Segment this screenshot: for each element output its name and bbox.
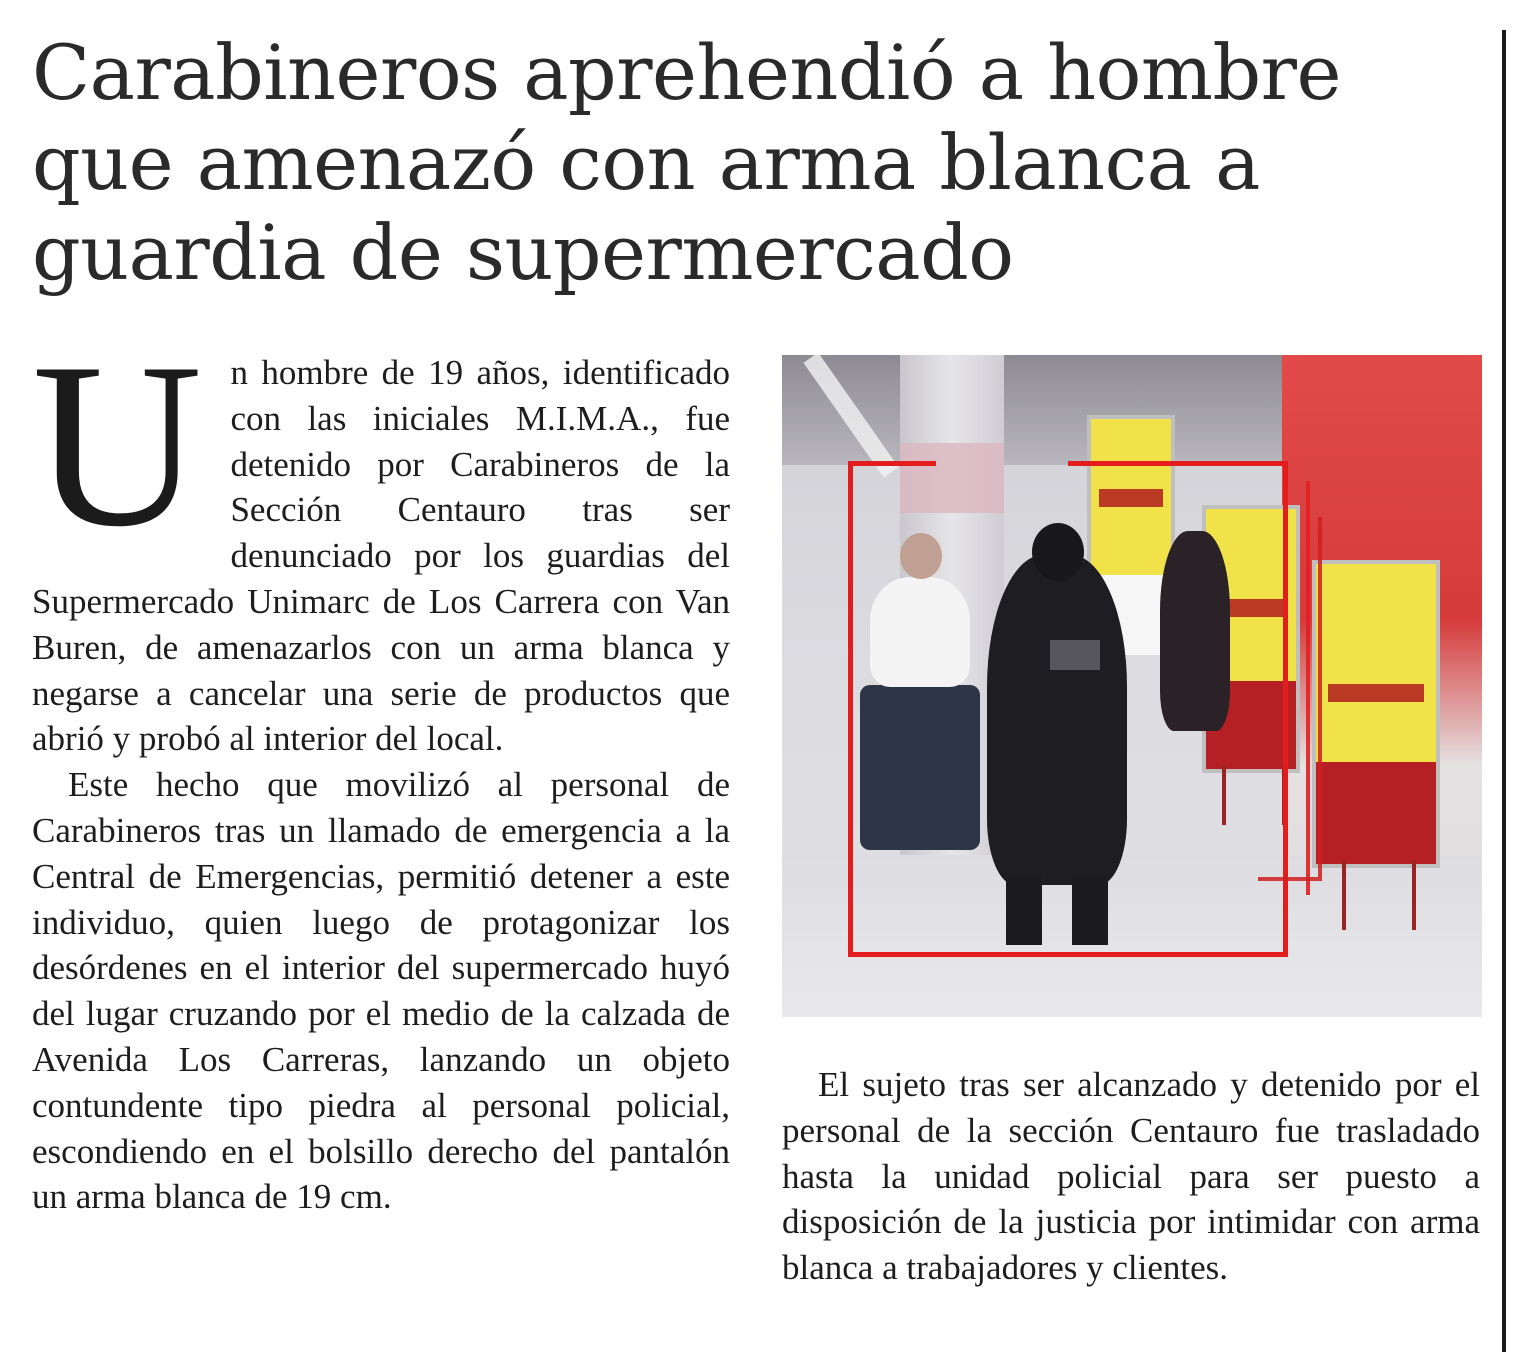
lead-paragraph bbox=[32, 315, 730, 762]
body-column-right bbox=[782, 1062, 1480, 1291]
promo-sign bbox=[1312, 560, 1440, 868]
lead-text: n hombre de 19 años, identificado con las iniciales M.I.M.A., fue detenido por Carabineros de la Sección Centauro tras ser denunciado por los guardias del Supermercado Unimarc de Los Carrera con Van Buren, de amenazarlos con un arma blanca y negarse a cancelar una serie de productos que abrió y probó al interior del local. bbox=[32, 353, 730, 759]
dropcap: U bbox=[32, 315, 203, 576]
column-divider bbox=[1502, 30, 1506, 1352]
headline: Carabineros aprehendió a hombre que amenazó con arma blanca a guardia de supermercado bbox=[32, 28, 1341, 297]
body-paragraph-2: Este hecho que movilizó al personal de Carabineros tras un llamado de emergencia a la Central de Emergencias, permitió detener a este individuo, quien luego de protagonizar los desórdenes en el interior del supermercado huyó del lugar cruzando por el medio de la calzada de Avenida Los Carreras, lanzando un objeto contundente tipo piedra al personal policial, escondiendo en el bolsillo derecho del pantalón un arma blanca de 19 cm. bbox=[32, 765, 730, 1217]
highlight-box-edge bbox=[1258, 517, 1322, 881]
body-column-left bbox=[32, 315, 730, 1220]
security-camera-photo bbox=[782, 355, 1482, 1017]
body-paragraph-3: El sujeto tras ser alcanzado y detenido por el personal de la sección Centauro fue trasladado hasta la unidad policial para ser puesto a disposición de la justicia por intimidar con arma blanca a trabajadores y clientes. bbox=[782, 1065, 1480, 1288]
